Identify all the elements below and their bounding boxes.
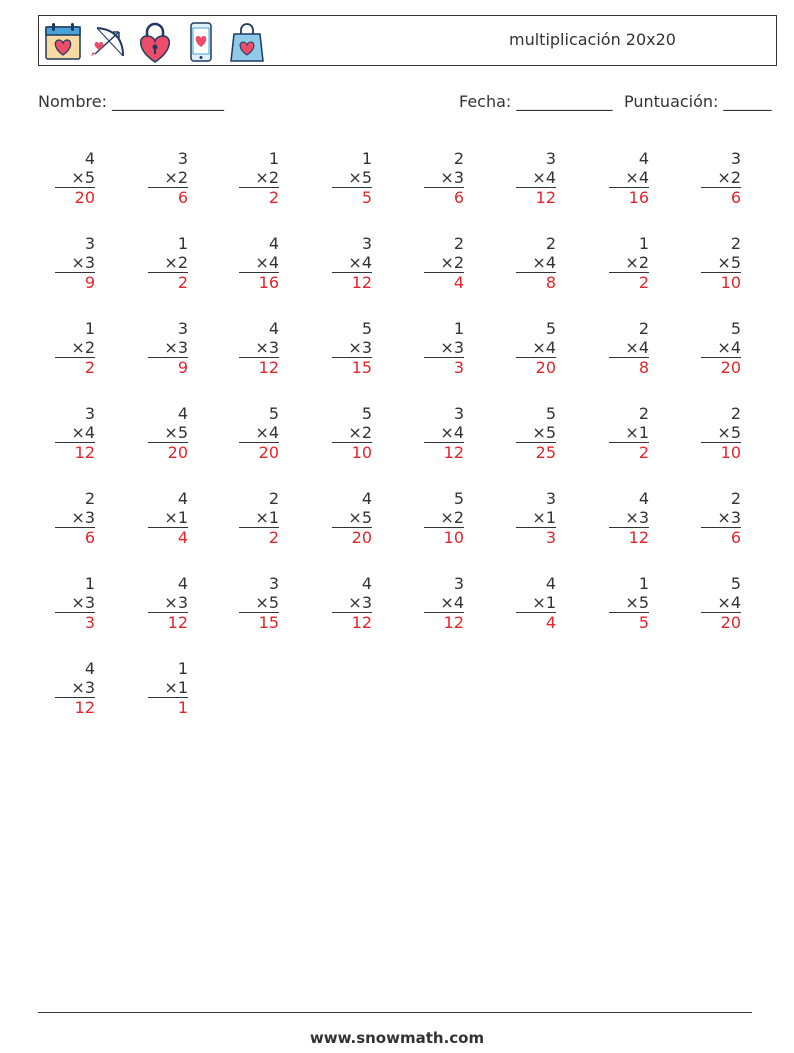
problem-multiplicand: 2: [638, 319, 649, 338]
problem-multiplicand: 3: [453, 574, 464, 593]
problem-multiplicand: 3: [268, 574, 279, 593]
problem-multiplier: ×5: [701, 253, 741, 273]
problem-answer: 10: [351, 443, 372, 462]
problem-multiplier: ×4: [516, 253, 556, 273]
problem-answer: 12: [443, 443, 464, 462]
problem-multiplier: ×5: [609, 593, 649, 613]
problem-multiplier: ×5: [332, 508, 372, 528]
problem-multiplicand: 3: [84, 234, 95, 253]
problem-answer: 15: [258, 613, 279, 632]
header-icons: [43, 20, 273, 64]
problem-multiplier: ×3: [55, 678, 95, 698]
multiplication-problem: [609, 149, 649, 207]
problem-answer: 4: [545, 613, 556, 632]
problem-multiplier: ×4: [609, 338, 649, 358]
problem-multiplier: ×4: [424, 423, 464, 443]
problem-answer: 12: [351, 613, 372, 632]
multiplication-problem: [424, 404, 464, 462]
problem-answer: 8: [638, 358, 649, 377]
multiplication-problem: [516, 404, 556, 462]
multiplication-problem: [701, 489, 741, 547]
problem-answer: 20: [535, 358, 556, 377]
problem-answer: 20: [258, 443, 279, 462]
problem-answer: 3: [545, 528, 556, 547]
problem-answer: 6: [84, 528, 95, 547]
multiplication-problem: [516, 574, 556, 632]
problem-multiplier: ×3: [55, 508, 95, 528]
problem-answer: 6: [730, 528, 741, 547]
multiplication-problem: [424, 489, 464, 547]
problem-multiplier: ×1: [148, 678, 188, 698]
multiplication-problem: [148, 574, 188, 632]
problem-multiplicand: 4: [361, 489, 372, 508]
problem-multiplier: ×4: [239, 423, 279, 443]
multiplication-problem: [239, 489, 279, 547]
problem-answer: 12: [628, 528, 649, 547]
multiplication-problem: [332, 489, 372, 547]
problem-multiplicand: 3: [177, 319, 188, 338]
problem-multiplier: ×3: [239, 338, 279, 358]
problem-multiplicand: 5: [268, 404, 279, 423]
problem-answer: 12: [258, 358, 279, 377]
problem-multiplicand: 4: [177, 574, 188, 593]
problem-multiplier: ×4: [516, 168, 556, 188]
shopping-bag-heart-icon: [227, 20, 267, 64]
problem-multiplicand: 5: [730, 319, 741, 338]
multiplication-problem: [701, 234, 741, 292]
multiplication-problem: [239, 404, 279, 462]
multiplication-problem: [424, 574, 464, 632]
problem-answer: 9: [84, 273, 95, 292]
multiplication-problem: [239, 149, 279, 207]
problem-multiplier: ×4: [239, 253, 279, 273]
problem-answer: 20: [720, 358, 741, 377]
problem-multiplicand: 1: [638, 574, 649, 593]
multiplication-problem: [239, 319, 279, 377]
problem-multiplicand: 1: [84, 574, 95, 593]
problem-multiplier: ×3: [148, 338, 188, 358]
problem-answer: 12: [443, 613, 464, 632]
problem-answer: 2: [638, 273, 649, 292]
problem-multiplier: ×3: [424, 338, 464, 358]
name-field: Nombre: ______________: [38, 92, 225, 111]
problem-multiplicand: 5: [545, 404, 556, 423]
multiplication-problem: [55, 404, 95, 462]
problem-multiplier: ×3: [424, 168, 464, 188]
problem-multiplier: ×2: [239, 168, 279, 188]
problem-multiplicand: 2: [84, 489, 95, 508]
problem-multiplicand: 4: [177, 404, 188, 423]
problem-answer: 5: [361, 188, 372, 207]
problem-multiplier: ×4: [701, 593, 741, 613]
multiplication-problem: [148, 489, 188, 547]
multiplication-problem: [55, 659, 95, 717]
problem-answer: 25: [535, 443, 556, 462]
problem-answer: 16: [628, 188, 649, 207]
problem-answer: 20: [74, 188, 95, 207]
problem-multiplicand: 4: [84, 659, 95, 678]
problem-multiplier: ×1: [609, 423, 649, 443]
multiplication-problem: [701, 404, 741, 462]
problem-multiplicand: 2: [730, 234, 741, 253]
problem-multiplicand: 2: [268, 489, 279, 508]
problem-multiplicand: 1: [453, 319, 464, 338]
problem-multiplier: ×5: [148, 423, 188, 443]
problem-multiplier: ×4: [516, 338, 556, 358]
problem-multiplicand: 4: [638, 489, 649, 508]
problem-multiplier: ×4: [424, 593, 464, 613]
problem-multiplicand: 2: [730, 404, 741, 423]
problem-answer: 16: [258, 273, 279, 292]
problem-multiplicand: 2: [453, 234, 464, 253]
problem-multiplicand: 1: [361, 149, 372, 168]
multiplication-problem: [332, 404, 372, 462]
problem-multiplier: ×2: [148, 168, 188, 188]
multiplication-problem: [55, 149, 95, 207]
multiplication-problem: [55, 489, 95, 547]
problem-multiplier: ×2: [424, 253, 464, 273]
multiplication-problem: [148, 149, 188, 207]
problem-multiplicand: 3: [545, 489, 556, 508]
problem-multiplier: ×4: [609, 168, 649, 188]
problem-multiplicand: 4: [638, 149, 649, 168]
problem-answer: 3: [84, 613, 95, 632]
multiplication-problem: [609, 574, 649, 632]
footer-divider: [38, 1012, 752, 1013]
problem-answer: 6: [730, 188, 741, 207]
problem-multiplicand: 4: [84, 149, 95, 168]
problem-multiplier: ×2: [609, 253, 649, 273]
multiplication-problem: [424, 319, 464, 377]
multiplication-problem: [424, 149, 464, 207]
phone-heart-icon: [181, 20, 221, 64]
problem-multiplicand: 4: [268, 319, 279, 338]
problem-multiplier: ×3: [55, 593, 95, 613]
worksheet-title: multiplicación 20x20: [509, 30, 676, 49]
multiplication-problem: [701, 319, 741, 377]
problem-multiplier: ×1: [239, 508, 279, 528]
problem-answer: 5: [638, 613, 649, 632]
problem-multiplier: ×2: [332, 423, 372, 443]
problem-multiplier: ×2: [55, 338, 95, 358]
multiplication-problem: [609, 234, 649, 292]
problem-multiplier: ×5: [332, 168, 372, 188]
multiplication-problem: [148, 234, 188, 292]
problem-answer: 20: [351, 528, 372, 547]
problem-multiplier: ×4: [55, 423, 95, 443]
problem-multiplicand: 5: [453, 489, 464, 508]
problem-multiplier: ×2: [148, 253, 188, 273]
problem-answer: 6: [177, 188, 188, 207]
problem-multiplicand: 2: [638, 404, 649, 423]
multiplication-problem: [516, 489, 556, 547]
date-field: Fecha: ____________: [459, 92, 613, 111]
problem-answer: 2: [268, 188, 279, 207]
problem-multiplier: ×3: [332, 593, 372, 613]
problem-answer: 8: [545, 273, 556, 292]
problem-multiplicand: 4: [268, 234, 279, 253]
problem-multiplicand: 5: [361, 404, 372, 423]
calendar-heart-icon: [43, 20, 83, 64]
problem-multiplier: ×2: [701, 168, 741, 188]
problem-answer: 2: [177, 273, 188, 292]
multiplication-problem: [332, 319, 372, 377]
bow-arrow-icon: [89, 20, 129, 64]
problem-multiplier: ×1: [516, 508, 556, 528]
problem-answer: 12: [74, 443, 95, 462]
problem-multiplier: ×3: [609, 508, 649, 528]
problem-answer: 12: [167, 613, 188, 632]
problem-multiplicand: 3: [545, 149, 556, 168]
multiplication-problem: [148, 659, 188, 717]
problem-multiplier: ×5: [55, 168, 95, 188]
problem-multiplicand: 5: [545, 319, 556, 338]
problem-multiplicand: 2: [545, 234, 556, 253]
problem-answer: 2: [638, 443, 649, 462]
multiplication-problem: [516, 234, 556, 292]
multiplication-problem: [332, 149, 372, 207]
heart-padlock-icon: [135, 20, 175, 64]
problem-multiplicand: 5: [730, 574, 741, 593]
problem-multiplier: ×4: [701, 338, 741, 358]
problem-answer: 10: [720, 443, 741, 462]
problem-answer: 6: [453, 188, 464, 207]
problem-answer: 15: [351, 358, 372, 377]
problem-multiplier: ×4: [332, 253, 372, 273]
problem-answer: 20: [720, 613, 741, 632]
problem-multiplier: ×5: [239, 593, 279, 613]
problem-answer: 4: [177, 528, 188, 547]
multiplication-problem: [701, 574, 741, 632]
problem-multiplier: ×3: [701, 508, 741, 528]
multiplication-problem: [148, 404, 188, 462]
problem-multiplier: ×1: [516, 593, 556, 613]
problem-multiplicand: 3: [361, 234, 372, 253]
problem-multiplicand: 1: [177, 659, 188, 678]
problem-multiplicand: 2: [453, 149, 464, 168]
problem-multiplicand: 4: [177, 489, 188, 508]
problem-answer: 10: [720, 273, 741, 292]
problem-multiplier: ×2: [424, 508, 464, 528]
problem-multiplier: ×3: [148, 593, 188, 613]
problem-answer: 12: [351, 273, 372, 292]
multiplication-problem: [609, 319, 649, 377]
multiplication-problem: [148, 319, 188, 377]
multiplication-problem: [609, 489, 649, 547]
multiplication-problem: [239, 574, 279, 632]
problem-multiplier: ×5: [516, 423, 556, 443]
problem-answer: 20: [167, 443, 188, 462]
problem-answer: 12: [535, 188, 556, 207]
problem-answer: 9: [177, 358, 188, 377]
multiplication-problem: [332, 574, 372, 632]
problem-multiplicand: 3: [453, 404, 464, 423]
problem-multiplier: ×5: [701, 423, 741, 443]
multiplication-problem: [55, 319, 95, 377]
problem-answer: 4: [453, 273, 464, 292]
problem-multiplicand: 3: [730, 149, 741, 168]
problem-multiplicand: 1: [638, 234, 649, 253]
problem-multiplier: ×3: [55, 253, 95, 273]
problem-multiplier: ×1: [148, 508, 188, 528]
multiplication-problem: [424, 234, 464, 292]
problem-multiplicand: 1: [268, 149, 279, 168]
multiplication-problem: [516, 319, 556, 377]
multiplication-problem: [332, 234, 372, 292]
problem-multiplicand: 3: [84, 404, 95, 423]
score-field: Puntuación: ______: [624, 92, 772, 111]
problem-multiplicand: 4: [361, 574, 372, 593]
multiplication-problem: [609, 404, 649, 462]
problem-answer: 3: [453, 358, 464, 377]
header-box: [38, 15, 777, 66]
multiplication-problem: [55, 574, 95, 632]
problem-multiplicand: 1: [177, 234, 188, 253]
problem-answer: 2: [268, 528, 279, 547]
problem-answer: 1: [177, 698, 188, 717]
problem-answer: 12: [74, 698, 95, 717]
problem-answer: 2: [84, 358, 95, 377]
multiplication-problem: [239, 234, 279, 292]
multiplication-problem: [55, 234, 95, 292]
problem-multiplier: ×3: [332, 338, 372, 358]
problem-answer: 10: [443, 528, 464, 547]
footer-site: www.snowmath.com: [309, 1029, 485, 1047]
multiplication-problem: [516, 149, 556, 207]
problem-multiplicand: 2: [730, 489, 741, 508]
problem-multiplicand: 4: [545, 574, 556, 593]
problem-multiplicand: 1: [84, 319, 95, 338]
problem-multiplicand: 5: [361, 319, 372, 338]
multiplication-problem: [701, 149, 741, 207]
problem-multiplicand: 3: [177, 149, 188, 168]
